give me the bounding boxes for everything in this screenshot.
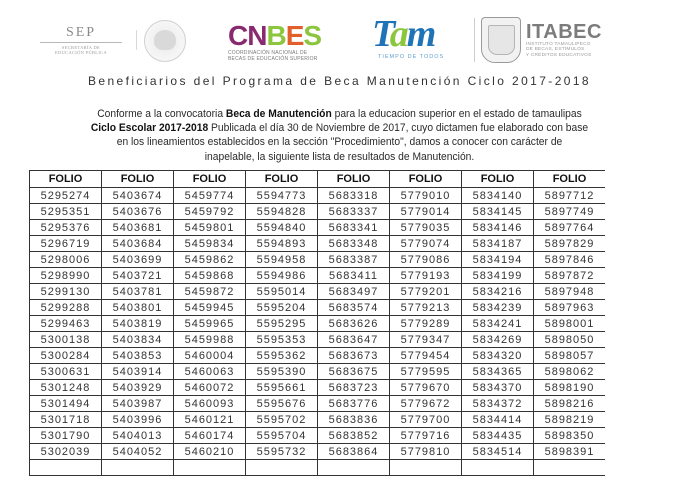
folio-cell: 5403781	[102, 284, 174, 300]
folio-cell: 5301248	[30, 380, 102, 396]
folio-cell: 5897749	[534, 204, 606, 220]
folio-cell: 5779074	[390, 236, 462, 252]
folio-cell: 5898190	[534, 380, 606, 396]
column-header-folio: FOLIO	[318, 171, 390, 188]
folio-cell: 5683341	[318, 220, 390, 236]
folio-cell: 5834370	[462, 380, 534, 396]
eagle-emblem-icon	[154, 30, 176, 50]
folio-cell: 5834187	[462, 236, 534, 252]
folio-cell: 5299463	[30, 316, 102, 332]
folio-cell: 5897712	[534, 188, 606, 204]
folio-cell: 5595732	[246, 444, 318, 460]
folio-cell: 5834514	[462, 444, 534, 460]
folio-cell: 5897963	[534, 300, 606, 316]
folio-cell: 5298990	[30, 268, 102, 284]
folio-cell: 5594773	[246, 188, 318, 204]
folio-cell: 5779010	[390, 188, 462, 204]
tam-letter-m: m	[406, 13, 435, 55]
folio-cell: 5595204	[246, 300, 318, 316]
folio-cell: 5403684	[102, 236, 174, 252]
folio-cell: 5459872	[174, 284, 246, 300]
folio-cell	[462, 460, 534, 476]
intro-paragraph	[46, 107, 634, 164]
folio-cell: 5298006	[30, 252, 102, 268]
folio-cell: 5594840	[246, 220, 318, 236]
folio-cell: 5295376	[30, 220, 102, 236]
table-row	[30, 380, 606, 396]
folio-cell: 5460063	[174, 364, 246, 380]
table-row	[30, 428, 606, 444]
intro-line-1	[46, 107, 634, 121]
folio-cell: 5683337	[318, 204, 390, 220]
folio-cell: 5779014	[390, 204, 462, 220]
folio-cell: 5897829	[534, 236, 606, 252]
folio-cell	[246, 460, 318, 476]
itabec-logo-subtitle-1: INSTITUTO TAMAULIPECO	[526, 42, 591, 47]
folio-cell: 5595676	[246, 396, 318, 412]
table-row	[30, 444, 606, 460]
folio-cell: 5595014	[246, 284, 318, 300]
folio-cell: 5683647	[318, 332, 390, 348]
folio-cell: 5898350	[534, 428, 606, 444]
folio-cell: 5779035	[390, 220, 462, 236]
folio-cell: 5779193	[390, 268, 462, 284]
cnbes-logo-word	[228, 22, 332, 50]
folio-cell: 5834414	[462, 412, 534, 428]
table-row	[30, 316, 606, 332]
tam-logo-word	[372, 13, 472, 55]
folio-cell: 5403929	[102, 380, 174, 396]
folio-cell	[390, 460, 462, 476]
folio-cell: 5683348	[318, 236, 390, 252]
folio-cell: 5779289	[390, 316, 462, 332]
folio-cell: 5403914	[102, 364, 174, 380]
folio-cell: 5403681	[102, 220, 174, 236]
column-header-folio: FOLIO	[30, 171, 102, 188]
folio-cell: 5897872	[534, 268, 606, 284]
column-header-folio: FOLIO	[246, 171, 318, 188]
itabec-logo-subtitle-3: Y CRÉDITOS EDUCATIVOS	[526, 52, 592, 58]
table-row	[30, 284, 606, 300]
table-row	[30, 204, 606, 220]
folio-cell: 5459862	[174, 252, 246, 268]
folio-cell: 5459834	[174, 236, 246, 252]
folio-cell: 5683723	[318, 380, 390, 396]
intro-line-4: inapelable, la siguiente lista de resultados de Manutención.	[204, 150, 475, 163]
table-row	[30, 348, 606, 364]
folio-cell: 5594893	[246, 236, 318, 252]
folio-cell: 5834194	[462, 252, 534, 268]
folio-cell: 5301718	[30, 412, 102, 428]
folio-cell: 5403721	[102, 268, 174, 284]
folio-cell: 5683776	[318, 396, 390, 412]
folio-cell: 5898219	[534, 412, 606, 428]
cnbes-logo-subtitle-1: COORDINACIÓN NACIONAL DE	[228, 50, 308, 56]
folio-cell: 5595362	[246, 348, 318, 364]
folio-cell: 5595295	[246, 316, 318, 332]
folio-cell: 5834146	[462, 220, 534, 236]
folio-cell: 5834239	[462, 300, 534, 316]
intro-bold-program: Beca de Manutención	[225, 108, 332, 120]
document-title: Beneficiarios del Programa de Beca Manutención Ciclo 2017-2018	[87, 74, 591, 88]
folio-cell: 5683673	[318, 348, 390, 364]
folio-cell: 5595353	[246, 332, 318, 348]
folio-cell: 5403853	[102, 348, 174, 364]
folio-cell: 5460121	[174, 412, 246, 428]
folio-cell: 5898216	[534, 396, 606, 412]
folio-cell: 5459792	[174, 204, 246, 220]
folio-cell: 5460004	[174, 348, 246, 364]
folio-cell: 5898001	[534, 316, 606, 332]
column-header-folio: FOLIO	[102, 171, 174, 188]
folio-cell: 5897948	[534, 284, 606, 300]
folio-cell: 5459945	[174, 300, 246, 316]
folio-cell: 5683411	[318, 268, 390, 284]
folio-cell	[102, 460, 174, 476]
folio-cell	[318, 460, 390, 476]
tamaulipas-shield-icon	[481, 17, 521, 63]
cnbes-logo	[228, 22, 332, 64]
sep-logo-subtitle-1: SECRETARÍA DE	[61, 45, 101, 50]
folio-cell: 5594958	[246, 252, 318, 268]
folio-cell: 5779201	[390, 284, 462, 300]
column-header-folio: FOLIO	[534, 171, 606, 188]
folio-cell: 5779700	[390, 412, 462, 428]
folio-cell: 5779672	[390, 396, 462, 412]
tam-logo	[372, 13, 472, 64]
folio-cell: 5683497	[318, 284, 390, 300]
folio-cell: 5595390	[246, 364, 318, 380]
column-header-folio: FOLIO	[462, 171, 534, 188]
intro-line-2	[46, 121, 634, 135]
folio-cell: 5683626	[318, 316, 390, 332]
tam-logo-tagline: TIEMPO DE TODOS	[378, 54, 445, 60]
folio-cell: 5834320	[462, 348, 534, 364]
folio-cell: 5834199	[462, 268, 534, 284]
sep-logo-title: SEP	[65, 25, 97, 40]
folio-cell: 5897846	[534, 252, 606, 268]
table-row	[30, 460, 606, 476]
folio-cell: 5898062	[534, 364, 606, 380]
folio-cell: 5779347	[390, 332, 462, 348]
intro-line-3: en los lineamientos establecidos en la sección "Procedimiento", damos a conocer con carácter de	[116, 136, 563, 149]
folio-cell: 5898057	[534, 348, 606, 364]
folio-cell: 5779086	[390, 252, 462, 268]
folio-cell: 5834269	[462, 332, 534, 348]
folio-cell: 5295274	[30, 188, 102, 204]
folio-cell: 5459965	[174, 316, 246, 332]
folio-cell: 5299288	[30, 300, 102, 316]
sep-logo	[40, 26, 122, 62]
folio-cell: 5779213	[390, 300, 462, 316]
table-row	[30, 300, 606, 316]
folio-cell: 5404013	[102, 428, 174, 444]
folio-cell	[174, 460, 246, 476]
folio-cell: 5301790	[30, 428, 102, 444]
folio-cell: 5683675	[318, 364, 390, 380]
folio-cell: 5834365	[462, 364, 534, 380]
folio-cell: 5300284	[30, 348, 102, 364]
folio-cell: 5779595	[390, 364, 462, 380]
table-header-row	[30, 171, 606, 188]
folio-cell: 5834145	[462, 204, 534, 220]
folio-cell: 5898050	[534, 332, 606, 348]
intro-text: para la educacion superior en el estado de tamaulipas	[331, 108, 582, 120]
folio-cell: 5460093	[174, 396, 246, 412]
folio-cell: 5595702	[246, 412, 318, 428]
itabec-logo-title: ITABEC	[526, 21, 602, 43]
folio-cell: 5897764	[534, 220, 606, 236]
folio-cell: 5683852	[318, 428, 390, 444]
folio-cell: 5459801	[174, 220, 246, 236]
tam-letter-a: a	[389, 13, 407, 55]
folio-cell	[534, 460, 606, 476]
folio-cell: 5403819	[102, 316, 174, 332]
folio-cell: 5683387	[318, 252, 390, 268]
itabec-logo-subtitle-2: DE BECAS, ESTÍMULOS	[526, 47, 585, 53]
sep-logo-rule	[40, 42, 122, 43]
cnbes-letter-b: B	[266, 20, 286, 51]
logo-divider	[474, 18, 475, 62]
folio-cell: 5295351	[30, 204, 102, 220]
folio-cell: 5403676	[102, 204, 174, 220]
folio-cell: 5595661	[246, 380, 318, 396]
folio-cell: 5459774	[174, 188, 246, 204]
logo-divider	[136, 30, 137, 50]
national-seal-icon	[144, 20, 186, 62]
table-row	[30, 412, 606, 428]
sep-logo-subtitle-2: EDUCACIÓN PÚBLICA	[55, 50, 107, 55]
folio-cell: 5898391	[534, 444, 606, 460]
folio-cell: 5779670	[390, 380, 462, 396]
folio-cell: 5302039	[30, 444, 102, 460]
folio-cell: 5595704	[246, 428, 318, 444]
column-header-folio: FOLIO	[390, 171, 462, 188]
folio-cell	[30, 460, 102, 476]
folio-table	[29, 170, 605, 476]
intro-text: Publicada el día 30 de Noviembre de 2017, cuyo dictamen fue elaborado con base	[208, 122, 589, 135]
folio-cell: 5403987	[102, 396, 174, 412]
folio-cell: 5594828	[246, 204, 318, 220]
folio-cell: 5683836	[318, 412, 390, 428]
folio-cell: 5834216	[462, 284, 534, 300]
folio-cell: 5834372	[462, 396, 534, 412]
folio-cell: 5834435	[462, 428, 534, 444]
folio-cell: 5779716	[390, 428, 462, 444]
folio-cell: 5460210	[174, 444, 246, 460]
folio-cell: 5403674	[102, 188, 174, 204]
folio-cell: 5404052	[102, 444, 174, 460]
table-row	[30, 268, 606, 284]
folio-cell: 5459868	[174, 268, 246, 284]
folio-cell: 5403834	[102, 332, 174, 348]
folio-cell: 5683864	[318, 444, 390, 460]
folio-cell: 5834241	[462, 316, 534, 332]
folio-cell: 5300631	[30, 364, 102, 380]
table-row	[30, 220, 606, 236]
table-row	[30, 236, 606, 252]
table-row	[30, 252, 606, 268]
cnbes-logo-subtitle-2: BECAS DE EDUCACIÓN SUPERIOR	[228, 56, 318, 62]
folio-cell: 5460072	[174, 380, 246, 396]
cnbes-letter-c: C	[228, 20, 248, 51]
folio-cell: 5299130	[30, 284, 102, 300]
folio-cell: 5683574	[318, 300, 390, 316]
folio-cell: 5403996	[102, 412, 174, 428]
itabec-logo	[526, 22, 656, 62]
table-row	[30, 364, 606, 380]
folio-cell: 5459988	[174, 332, 246, 348]
intro-text: Conforme a la convocatoria	[97, 108, 226, 120]
cnbes-letter-n: N	[247, 20, 267, 51]
cnbes-letter-s: S	[303, 20, 322, 51]
folio-cell: 5403801	[102, 300, 174, 316]
table-row	[30, 188, 606, 204]
column-header-folio: FOLIO	[174, 171, 246, 188]
folio-cell: 5683318	[318, 188, 390, 204]
folio-cell: 5834140	[462, 188, 534, 204]
folio-cell: 5301494	[30, 396, 102, 412]
table-row	[30, 396, 606, 412]
logo-header	[0, 0, 679, 72]
cnbes-letter-e: E	[285, 20, 304, 51]
folio-cell: 5779454	[390, 348, 462, 364]
tam-letter-t: T	[372, 13, 390, 55]
table-body	[30, 188, 606, 476]
folio-cell: 5460174	[174, 428, 246, 444]
folio-cell: 5403699	[102, 252, 174, 268]
folio-cell: 5779810	[390, 444, 462, 460]
folio-cell: 5594986	[246, 268, 318, 284]
shield-crest-icon	[488, 25, 515, 55]
folio-cell: 5300138	[30, 332, 102, 348]
table-row	[30, 332, 606, 348]
folio-cell: 5296719	[30, 236, 102, 252]
intro-bold-cycle: Ciclo Escolar 2017-2018	[90, 122, 209, 135]
